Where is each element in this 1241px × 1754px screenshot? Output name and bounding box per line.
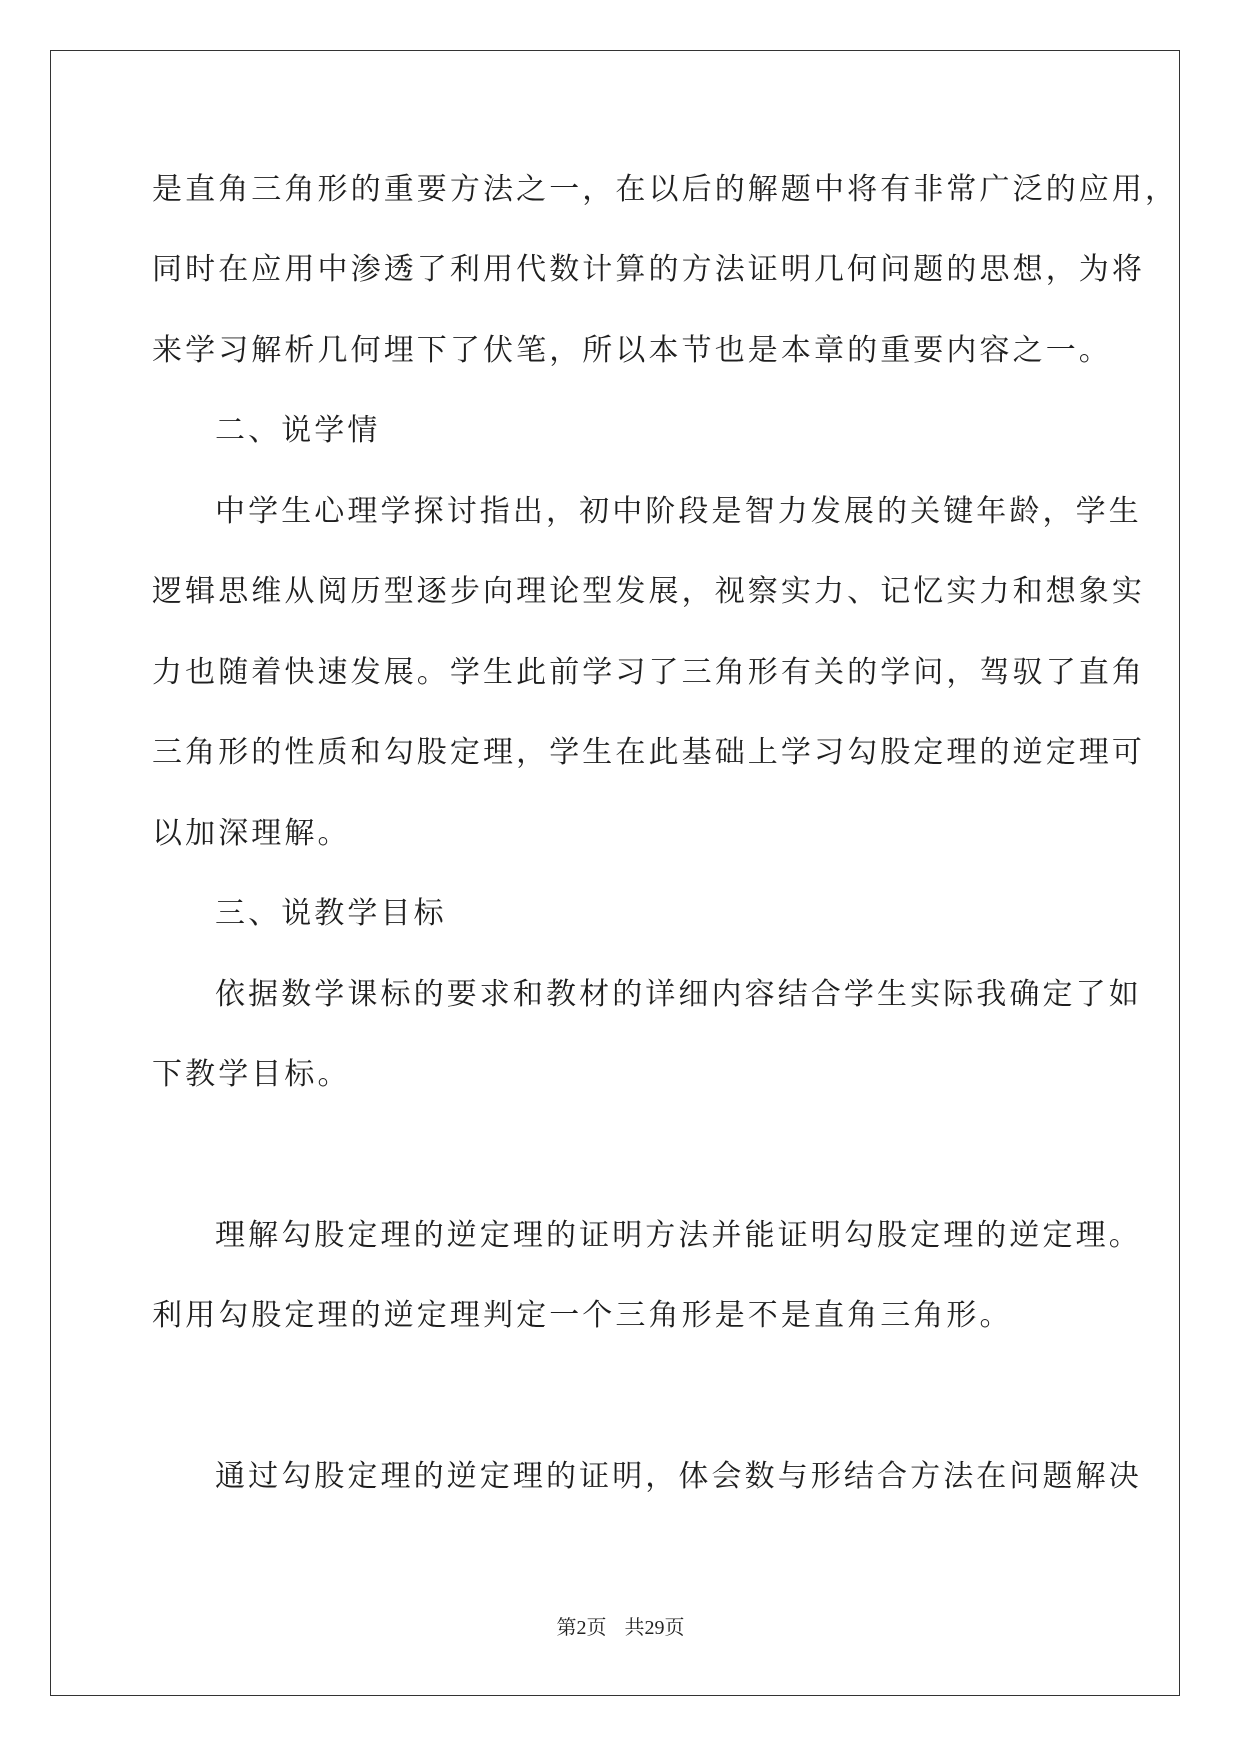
paragraph-line: 是直角三角形的重要方法之一，在以后的解题中将有非常广泛的应用， [152,172,1179,207]
paragraph-line: 同时在应用中渗透了利用代数计算的方法证明几何问题的思想，为将 [152,252,1145,287]
paragraph-line: 中学生心理学探讨指出，初中阶段是智力发展的关键年龄，学生 [215,494,1142,529]
paragraph-line: 通过勾股定理的逆定理的证明，体会数与形结合方法在问题解决 [215,1459,1142,1494]
page-number: 第2页 [556,1617,607,1639]
paragraph-line: 来学习解析几何埋下了伏笔，所以本节也是本章的重要内容之一。 [152,333,1112,368]
paragraph-line: 力也随着快速发展。学生此前学习了三角形有关的学问，驾驭了直角 [152,655,1145,690]
page-border [50,50,1180,1696]
paragraph-line: 下教学目标。 [152,1057,351,1092]
paragraph-line: 利用勾股定理的逆定理判定一个三角形是不是直角三角形。 [152,1298,1013,1333]
section-heading: 二、说学情 [215,413,381,448]
page-footer [0,1616,1241,1640]
paragraph-line: 逻辑思维从阅历型逐步向理论型发展，视察实力、记忆实力和想象实 [152,574,1145,609]
paragraph-line: 三角形的性质和勾股定理，学生在此基础上学习勾股定理的逆定理可 [152,735,1145,770]
paragraph-line: 理解勾股定理的逆定理的证明方法并能证明勾股定理的逆定理。 [215,1218,1142,1253]
page-total: 共29页 [624,1617,685,1639]
paragraph-line: 以加深理解。 [152,816,351,851]
paragraph-line: 依据数学课标的要求和教材的详细内容结合学生实际我确定了如 [215,977,1142,1012]
section-heading: 三、说教学目标 [215,896,447,931]
